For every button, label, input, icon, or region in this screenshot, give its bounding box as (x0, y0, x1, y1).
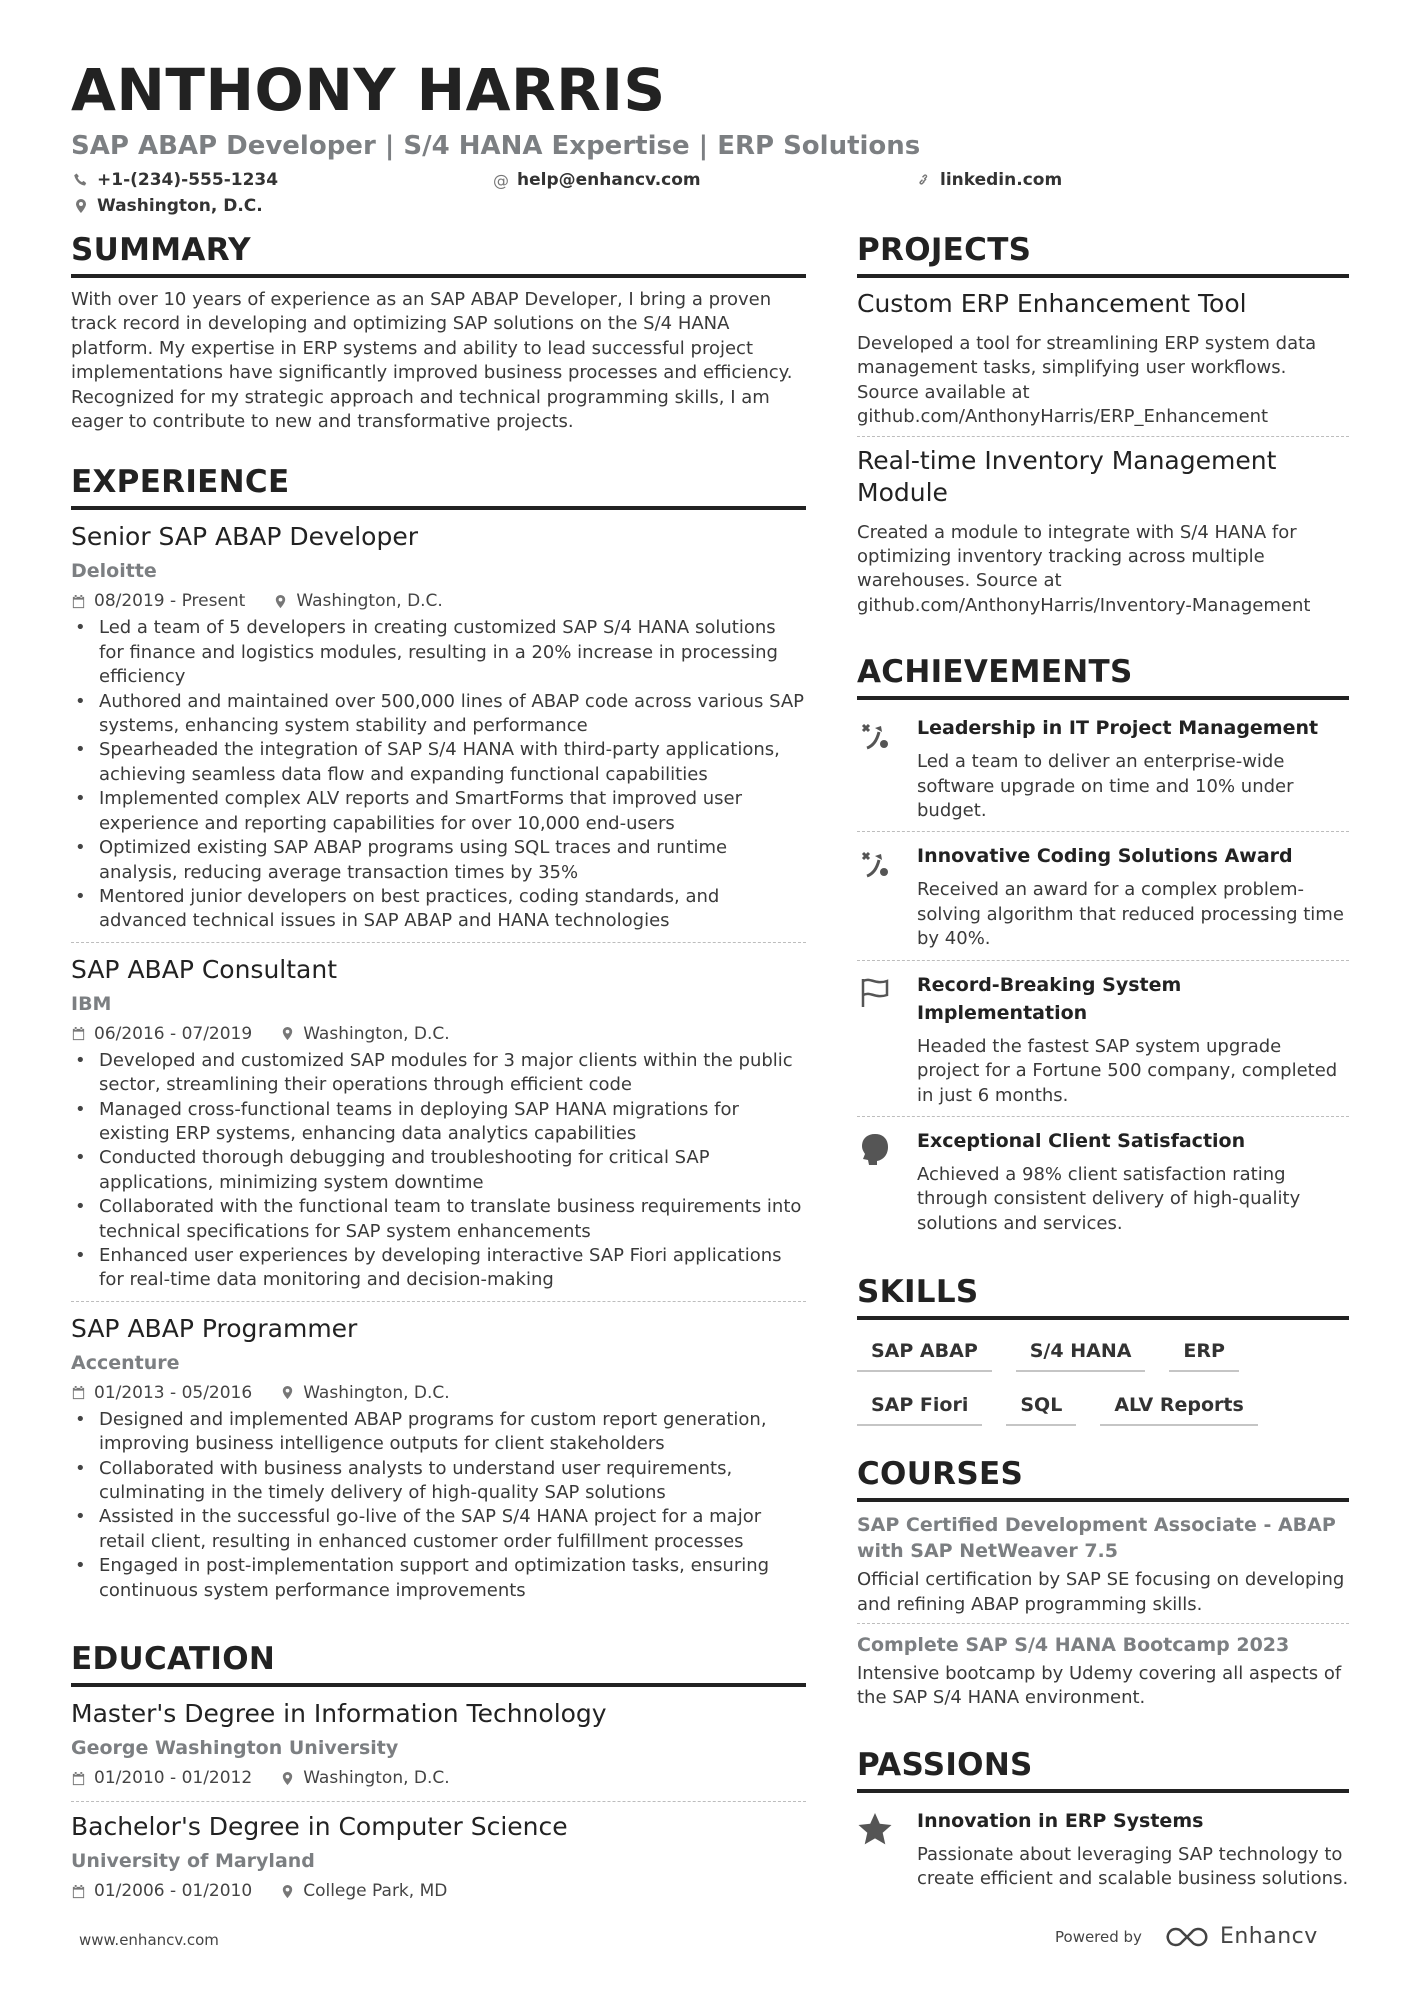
date-range (71, 1880, 252, 1902)
achievement-description: Passionate about leveraging SAP technology to create efficient and scalable business solutions. (917, 1843, 1349, 1890)
school-name: University of Maryland (71, 1850, 315, 1873)
calendar-icon (71, 1771, 86, 1786)
achievement-title: Exceptional Client Satisfaction (917, 1129, 1246, 1152)
achievement-description: Headed the fastest SAP system upgrade project for a Fortune 500 company, completed in just 6 months. (917, 1035, 1338, 1106)
achievement-body (917, 971, 1349, 1108)
passions-section (857, 1743, 1349, 1900)
job-title: Senior SAP ABAP Developer (71, 522, 418, 552)
brand-name: Enhancv (1219, 1924, 1318, 1949)
skills-section (857, 1270, 1349, 1426)
project-entry (857, 445, 1349, 625)
company-name: Accenture (71, 1351, 180, 1374)
powered-by-text: Powered by (1055, 1927, 1142, 1946)
achievement-title: Record-Breaking System Implementation (917, 973, 1182, 1024)
meta-row (71, 1023, 806, 1045)
skill-tag: S/4 HANA (1016, 1334, 1146, 1372)
bullet-item: • Designed and implemented ABAP programs for custom report generation, improving business intelligence outputs for client stakeholders (71, 1408, 806, 1457)
candidate-name: ANTHONY HARRIS (71, 56, 666, 124)
project-title: Real-time Inventory Management Module (857, 445, 1277, 507)
achievement-title: Innovation in ERP Systems (917, 1809, 1204, 1832)
location-pin-icon (73, 198, 89, 214)
job-entry (71, 1312, 806, 1611)
date-range (71, 1382, 252, 1404)
job-list (71, 520, 806, 1611)
location (280, 1382, 449, 1404)
bullet-item: • Assisted in the successful go-live of the SAP S/4 HANA project for a major retail client, resulting in enhanced customer order fulfillment processes (71, 1505, 806, 1554)
achievements-heading: ACHIEVEMENTS (857, 650, 1349, 700)
project-title: Custom ERP Enhancement Tool (857, 289, 1247, 318)
achievement-body (917, 714, 1349, 823)
location (273, 590, 442, 612)
education-section (71, 1637, 806, 1914)
achievement-body (917, 1127, 1349, 1236)
passions-heading: PASSIONS (857, 1743, 1349, 1793)
projects-section (857, 228, 1349, 624)
bullet-item: • Spearheaded the integration of SAP S/4 HANA with third-party applications, achieving seamless data flow and expanding functional capabilities (71, 738, 806, 787)
location-text: Washington, D.C. (303, 1768, 450, 1789)
courses-section (857, 1452, 1349, 1717)
summary-heading: SUMMARY (71, 228, 806, 278)
calendar-icon (71, 1884, 86, 1899)
link-icon (916, 172, 932, 188)
right-column (857, 228, 1349, 1926)
education-entry (71, 1810, 806, 1914)
date-text: 01/2013 - 05/2016 (94, 1382, 253, 1403)
bullet-item: • Managed cross-functional teams in deploying SAP HANA migrations for existing ERP systems, enhancing data analytics capabilities (71, 1098, 806, 1147)
location-pin-icon (273, 594, 288, 609)
degree-title: Bachelor's Degree in Computer Science (71, 1812, 568, 1842)
achievement-body (917, 1807, 1349, 1892)
company-name: Deloitte (71, 560, 157, 583)
bullet-item: • Developed and customized SAP modules for 3 major clients within the public sector, streamlining their operations through efficient code (71, 1049, 806, 1098)
contact-linkedin[interactable] (916, 170, 1062, 190)
contact-phone[interactable] (73, 170, 278, 190)
bullet-item: • Conducted thorough debugging and troubleshooting for critical SAP applications, minimizing system downtime (71, 1146, 806, 1195)
calendar-icon (71, 594, 86, 609)
project-entry (857, 288, 1349, 437)
bullet-item: • Led a team of 5 developers in creating customized SAP S/4 HANA solutions for finance and logistics modules, resulting in a 20% increase in processing efficiency (71, 616, 806, 689)
contact-info (71, 170, 1351, 228)
company-name: IBM (71, 992, 112, 1015)
course-entry (857, 1512, 1349, 1624)
skills-heading: SKILLS (857, 1270, 1349, 1320)
candidate-title: SAP ABAP Developer | S/4 HANA Expertise | ERP Solutions (71, 131, 921, 161)
achievement-title: Leadership in IT Project Management (917, 717, 1319, 740)
location-text: Washington, D.C. (97, 196, 263, 216)
bullet-list (71, 1049, 806, 1293)
skill-tag: ERP (1169, 1334, 1239, 1372)
flag-icon (857, 971, 897, 1108)
experience-section (71, 460, 806, 1611)
achievement-body (917, 842, 1349, 951)
skill-tag: SAP ABAP (857, 1334, 992, 1372)
achievement-entry (857, 710, 1349, 832)
job-title: SAP ABAP Programmer (71, 1313, 358, 1343)
degree-title: Master's Degree in Information Technology (71, 1699, 607, 1729)
location-pin-icon (280, 1026, 295, 1041)
course-entry (857, 1632, 1349, 1717)
at-icon: @ (493, 170, 509, 190)
course-list (857, 1512, 1349, 1717)
skill-tag: SAP Fiori (857, 1388, 982, 1426)
bullet-item: • Authored and maintained over 500,000 lines of ABAP code across various SAP systems, enhancing system stability and performance (71, 690, 806, 739)
project-description: Created a module to integrate with S/4 HANA for optimizing inventory tracking across multiple warehouses. Source at github.com/AnthonyHarris/Inventory-Management (857, 521, 1311, 616)
location (280, 1023, 449, 1045)
date-text: 08/2019 - Present (94, 591, 246, 612)
location-pin-icon (280, 1884, 295, 1899)
course-title: Complete SAP S/4 HANA Bootcamp 2023 (857, 1633, 1290, 1656)
experience-heading: EXPERIENCE (71, 460, 806, 510)
date-range (71, 590, 245, 612)
linkedin-text: linkedin.com (940, 170, 1063, 190)
contact-email[interactable] (493, 170, 701, 190)
achievement-description: Achieved a 98% client satisfaction rating through consistent delivery of high-quality solutions and services. (917, 1163, 1301, 1234)
achievement-description: Received an award for a complex problem-solving algorithm that reduced processing time by 40%. (917, 879, 1344, 950)
strategy-icon (857, 842, 897, 951)
course-description: Official certification by SAP SE focusing on developing and refining ABAP programming skills. (857, 1569, 1345, 1615)
bullet-item: • Engaged in post-implementation support and optimization tasks, ensuring continuous system performance improvements (71, 1554, 806, 1603)
location (280, 1767, 449, 1789)
meta-row (71, 1382, 806, 1404)
summary-text: With over 10 years of experience as an SAP ABAP Developer, I bring a proven track record in developing and optimizing SAP solutions on the S/4 HANA platform. My expertise in ERP systems and ability to lead successful project implementations have significantly improved business processes and efficiency. Recognized for my strategic approach and technical programming skills, I am eager to contribute to new and transformative projects. (71, 289, 793, 433)
education-list (71, 1697, 806, 1914)
school-name: George Washington University (71, 1737, 399, 1760)
date-range (71, 1767, 252, 1789)
date-text: 01/2010 - 01/2012 (94, 1768, 253, 1789)
passion-list (857, 1803, 1349, 1900)
footer-branding (1055, 1924, 1318, 1949)
date-text: 01/2006 - 01/2010 (94, 1881, 253, 1902)
enhancv-logo-icon (1164, 1925, 1210, 1949)
left-column (71, 228, 806, 1940)
job-entry (71, 953, 806, 1302)
job-title: SAP ABAP Consultant (71, 954, 338, 984)
project-description: Developed a tool for streamlining ERP system data management tasks, simplifying user workflows. Source available at github.com/AnthonyHarris/ERP_Enhancement (857, 333, 1317, 428)
meta-row (71, 1880, 806, 1902)
date-range (71, 1023, 252, 1045)
meta-row (71, 1767, 806, 1789)
project-list (857, 288, 1349, 624)
education-entry (71, 1697, 806, 1802)
email-text: help@enhancv.com (517, 170, 701, 190)
job-entry (71, 520, 806, 942)
education-heading: EDUCATION (71, 1637, 806, 1687)
achievement-entry (857, 1803, 1349, 1900)
skill-tag: SQL (1006, 1388, 1076, 1426)
bullet-list (71, 1408, 806, 1603)
location-pin-icon (280, 1385, 295, 1400)
calendar-icon (71, 1026, 86, 1041)
date-text: 06/2016 - 07/2019 (94, 1023, 253, 1044)
projects-heading: PROJECTS (857, 228, 1349, 278)
achievement-title: Innovative Coding Solutions Award (917, 845, 1293, 868)
location-text: Washington, D.C. (296, 591, 443, 612)
star-icon (857, 1807, 897, 1892)
achievement-description: Led a team to deliver an enterprise-wide software upgrade on time and 10% under budget. (917, 751, 1294, 822)
achievements-section (857, 650, 1349, 1244)
location-text: Washington, D.C. (303, 1023, 450, 1044)
phone-icon (73, 172, 89, 188)
skill-tag: ALV Reports (1100, 1388, 1257, 1426)
resume-header (71, 52, 1351, 228)
phone-text: +1-(234)-555-1234 (97, 170, 279, 190)
bullet-item: • Collaborated with business analysts to understand user requirements, culminating in the timely delivery of high-quality SAP solutions (71, 1457, 806, 1506)
bullet-item: • Collaborated with the functional team to translate business requirements into technical specifications for SAP system enhancements (71, 1195, 806, 1244)
location (280, 1880, 447, 1902)
summary-section (71, 228, 806, 434)
brand-logo[interactable] (1164, 1924, 1318, 1949)
head-icon (857, 1127, 897, 1236)
location-text: Washington, D.C. (303, 1382, 450, 1403)
contact-location (73, 196, 263, 216)
course-title: SAP Certified Development Associate - ABAP with SAP NetWeaver 7.5 (857, 1514, 1336, 1563)
achievement-list (857, 710, 1349, 1244)
bullet-list (71, 616, 806, 933)
achievement-entry (857, 1123, 1349, 1244)
calendar-icon (71, 1385, 86, 1400)
bullet-item: • Optimized existing SAP ABAP programs using SQL traces and runtime analysis, reducing average transaction times by 35% (71, 836, 806, 885)
course-description: Intensive bootcamp by Udemy covering all aspects of the SAP S/4 HANA environment. (857, 1662, 1342, 1709)
footer-website[interactable]: www.enhancv.com (79, 1931, 219, 1949)
courses-heading: COURSES (857, 1452, 1349, 1502)
meta-row (71, 590, 806, 612)
location-pin-icon (280, 1771, 295, 1786)
bullet-item: • Implemented complex ALV reports and SmartForms that improved user experience and reporting capabilities for over 10,000 end-users (71, 787, 806, 836)
bullet-item: • Mentored junior developers on best practices, coding standards, and advanced technical issues in SAP ABAP and HANA technologies (71, 885, 806, 934)
achievement-entry (857, 838, 1349, 960)
skill-list (857, 1330, 1349, 1426)
bullet-item: • Enhanced user experiences by developing interactive SAP Fiori applications for real-time data monitoring and decision-making (71, 1244, 806, 1293)
location-text: College Park, MD (303, 1881, 448, 1902)
achievement-entry (857, 967, 1349, 1117)
strategy-icon (857, 714, 897, 823)
